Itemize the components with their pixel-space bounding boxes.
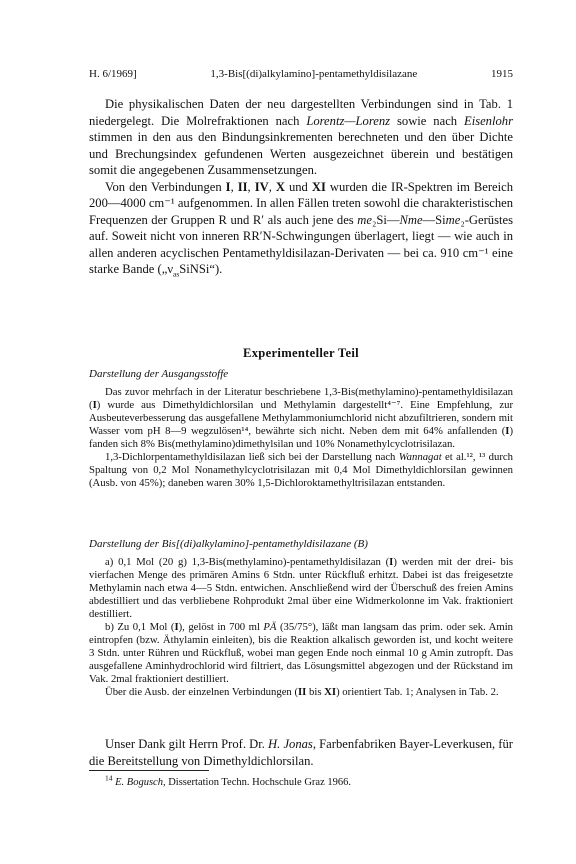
darstellung-text bbox=[89, 556, 513, 699]
acknowledgement-text: Unser Dank gilt Herrn Prof. Dr. H. Jonas, Farbenfabriken Bayer-Leverkusen, für die Bereitstellung von Dimethyldichlorsilan. bbox=[89, 737, 513, 768]
intro-paragraph-ir-spectra: Von den Verbindungen I, II, IV, X und XI wurden die IR-Spektren im Bereich 200—4000 cm⁻¹ aufgenommen. In allen Fällen treten sowohl die charakteristischen Frequenzen der Gruppen R und R′ als auch jene des me₂Si—Nme—Sime₂-Gerüstes auf. Soweit nicht von inneren RR′N-Schwingungen überlagert, liegt — wie auch in allen anderen acyclischen Pentamethyldisilazan-Derivaten — bei ca. 910 cm⁻¹ eine starke Bande $(„\nu_{as}SiNSi“)$. bbox=[89, 179, 514, 279]
footnote-rule bbox=[89, 770, 209, 771]
paragraph-dichlorpentamethyldisilazan: 1,3-Dichlorpentamethyldisilazan ließ sich bei der Darstellung nach Wannagat et al.¹², ¹³ durch Spaltung von 0,2 Mol Nonamethylcyclotrisilazan mit 0,4 Mol Dimethyldichlorsilan gewinnen (Ausb. von 45%); daneben waren 30% 1,5-Dichloroktamethyltrisilazan entstanden. bbox=[89, 451, 513, 489]
footnote-text: E. Bogusch, Dissertation Techn. Hochschule Graz 1966. bbox=[115, 777, 351, 788]
header-issue: H. 6/1969] bbox=[89, 68, 137, 80]
paragraph-method-b: b) Zu 0,1 Mol (I), gelöst in 700 ml PÄ (35/75°), läßt man langsam das prim. oder sek. Amin eintropfen (bzw. Äthylamin einleiten), bis die Reaktion alkalisch geworden ist, und kocht weitere 3 Stdn. unter Rühren und Rückfluß, wobei man gegen Ende noch einmal 10 g Amin zutropft. Das ausgefallene Aminhydrochlorid wird filtriert, das Lösungsmittel abgezogen und der Rückstand im Vak. 2mal fraktioniert destilliert. bbox=[89, 621, 514, 685]
ausgangsstoffe-text bbox=[89, 386, 513, 490]
subhead-darstellung-text: Darstellung der Bis[(di)alkylamino]-pentamethyldisilazane (B) bbox=[89, 538, 368, 550]
acknowledgement bbox=[89, 736, 513, 769]
footnote-number: 14 bbox=[105, 773, 113, 783]
subhead-darstellung bbox=[89, 538, 513, 550]
intro-text bbox=[89, 96, 513, 278]
header-title: 1,3-Bis[(di)alkylamino]-pentamethyldisilazane bbox=[210, 68, 418, 80]
paragraph-bis-methylamino: Das zuvor mehrfach in der Literatur beschriebene 1,3-Bis(methylamino)-pentamethyldisilazan (I) wurde aus Dimethyldichlorsilan und Methylamin dargestellt⁴⁻⁷. Eine Empfehlung, zur Ausbeuteverbesserung das ausgefallene Methylammoniumchlorid nicht abzufiltrieren, sondern mit Wasser vom pH 8—9 wegzulösen¹⁴, bewährte sich nicht. Neben dem mit 64% anfallenden (I) fanden sich 8% Bis(methylamino)dimethylsilan und 10% Nonamethylcyclotrisilazan. bbox=[89, 386, 513, 450]
running-header bbox=[89, 68, 513, 82]
header-page-number: 1915 bbox=[490, 68, 513, 80]
intro-paragraph-physical-data: Die physikalischen Daten der neu dargestellten Verbindungen sind in Tab. 1 niedergelegt. Die Molrefraktionen nach Lorentz—Lorenz sowie nach Eisenlohr stimmen in den aus den Bindungsinkrementen berechneten und den über Dichte und Brechungsindex gefundenen Werten ausgezeichnet überein und bestätigen somit die angegebenen Zusammensetzungen. bbox=[89, 97, 513, 177]
footnote bbox=[105, 773, 513, 788]
section-title: Experimenteller Teil bbox=[243, 346, 359, 360]
subhead-ausgangsstoffe: Darstellung der Ausgangsstoffe bbox=[89, 368, 229, 380]
paragraph-yields: Über die Ausb. der einzelnen Verbindungen (II bis XI) orientiert Tab. 1; Analysen in Tab. 2. bbox=[105, 686, 499, 698]
paragraph-method-a: a) 0,1 Mol (20 g) 1,3-Bis(methylamino)-pentamethyldisilazan (I) werden mit der drei- bis vierfachen Menge des primären Amins 6 Stdn. unter Rückfluß erhitzt. Dabei ist das freigesetzte Methylamin nach etwa 4—5 Stdn. entwichen. Anschließend wird der Überschuß des freien Amins abdestilliert und das verbliebene Rohprodukt 2mal über eine Widmerkolonne im Vak. fraktioniert destilliert. bbox=[89, 556, 513, 620]
